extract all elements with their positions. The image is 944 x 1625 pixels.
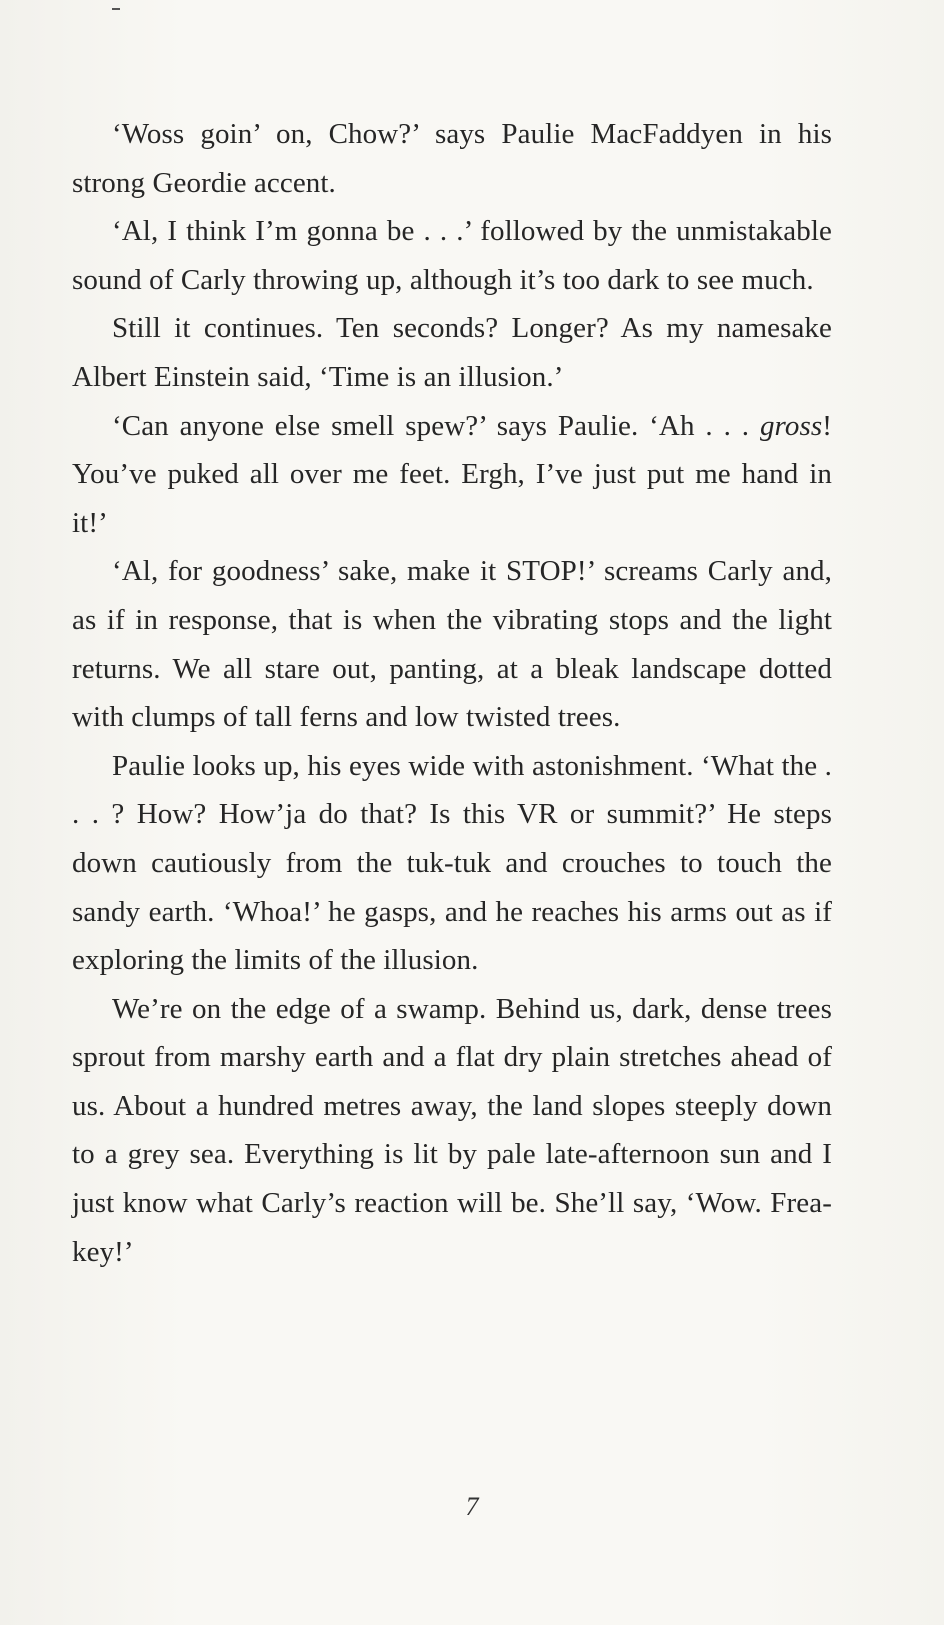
paragraph: Paulie looks up, his eyes wide with astonishment. ‘What the . . . ? How? How’ja do that? Is this VR or summit?’ He steps down cautiously from the tuk-tuk and crouches to touch the sandy earth. ‘Whoa!’ he gasps, and he reaches his arms out as if exploring the limits of the illusion.	[72, 749, 832, 977]
emphasis-word: gross	[759, 409, 823, 442]
paragraph: ‘Al, for goodness’ sake, make it STOP!’ screams Carly and, as if in response, that is when the vibrating stops and the light returns. We all stare out, panting, at a bleak landscape dotted with clumps of tall ferns and low twisted trees.	[72, 555, 832, 734]
scan-mark	[112, 8, 120, 10]
paragraph: Still it continues. Ten seconds? Longer? As my namesake Albert Einstein said, ‘Time is an illusion.’	[72, 312, 832, 393]
paragraph: We’re on the edge of a swamp. Behind us, dark, dense trees sprout from marshy earth and a flat dry plain stretches ahead of us. About a hundred metres away, the land slopes steeply down to a grey sea. Everything is lit by pale late-afternoon sun and I just know what Carly’s reaction will be. She’ll say, ‘Wow. Frea-key!’	[72, 992, 832, 1268]
paragraph: ‘Woss goin’ on, Chow?’ says Paulie MacFaddyen in his strong Geordie accent.	[72, 118, 832, 199]
paragraph: ‘Al, I think I’m gonna be . . .’ followed by the unmistakable sound of Carly throwing up, although it’s too dark to see much.	[72, 215, 832, 296]
body-text	[72, 110, 832, 1276]
paragraph: ‘Can anyone else smell spew?’ says Paulie. ‘Ah . . . gross! You’ve puked all over me feet. Ergh, I’ve just put me hand in it!’	[72, 409, 832, 539]
page-number: 7	[465, 1492, 479, 1521]
